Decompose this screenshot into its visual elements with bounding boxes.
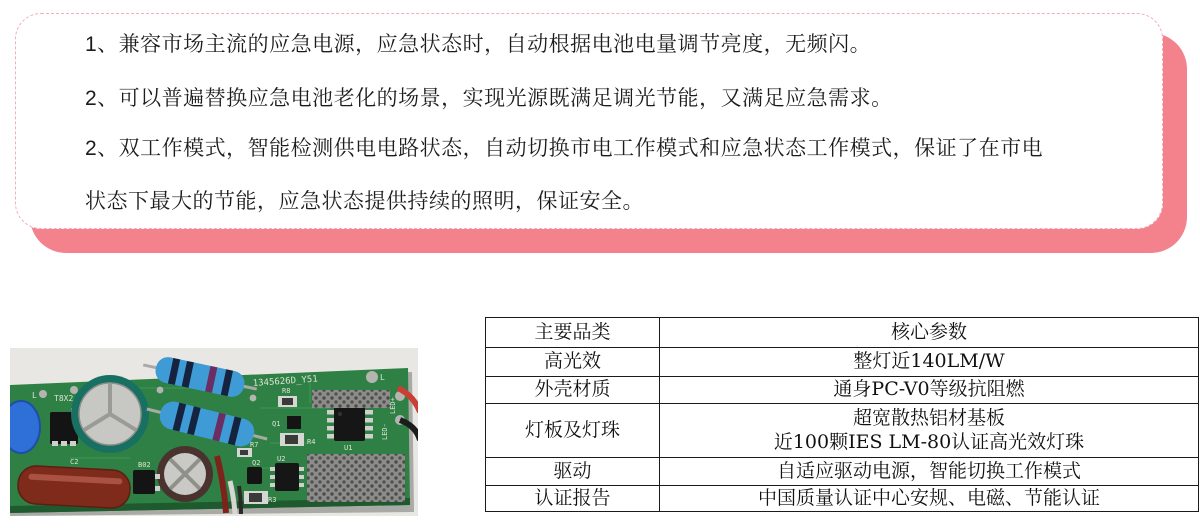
silkscreen-b02: B02	[138, 461, 151, 469]
table-row	[486, 404, 1199, 458]
brown-cylinder-component	[17, 465, 131, 509]
blue-disc-capacitor	[10, 401, 40, 453]
row-value-line-1: 超宽散热铝材基板	[852, 406, 1005, 429]
component-r4	[280, 433, 304, 446]
pcb-photo-svg	[10, 348, 418, 516]
silkscreen-c2: C2	[70, 458, 79, 466]
silkscreen-q2: Q2	[252, 459, 261, 467]
feature-line-4: 状态下最大的节能，应急状态提供持续的照明，保证安全。	[85, 190, 644, 213]
component-r8	[278, 396, 297, 407]
component-r7	[237, 448, 252, 457]
pad-array-bottom	[307, 454, 405, 502]
row-value: 自适应驱动电源，智能切换工作模式	[660, 458, 1199, 486]
silkscreen-q1: Q1	[272, 420, 281, 428]
silkscreen-l-left: L	[32, 391, 37, 400]
spec-table	[485, 317, 1199, 512]
row-label: 认证报告	[486, 486, 660, 512]
silkscreen-led-minus: LED-	[381, 423, 389, 440]
component-u2	[270, 463, 304, 491]
electrolytic-capacitor-large	[71, 375, 149, 453]
silkscreen-u2: U2	[277, 455, 286, 463]
table-row	[486, 486, 1199, 512]
pcb-photo	[10, 348, 418, 516]
silkscreen-t8x2: T8X2	[54, 394, 74, 403]
component-q2	[247, 467, 262, 484]
header-category: 主要品类	[486, 318, 660, 348]
electrolytic-capacitor-small	[157, 446, 213, 502]
table-row	[486, 348, 1199, 377]
feature-line-1: 1、兼容市场主流的应急电源，应急状态时，自动根据电池电量调节亮度，无频闪。	[85, 33, 872, 56]
row-label: 驱动	[486, 458, 660, 486]
row-label: 外壳材质	[486, 377, 660, 404]
row-value-line-2: 近100颗IES LM-80认证高光效灯珠	[773, 430, 1085, 453]
silkscreen-led-plus: LED+	[389, 397, 397, 414]
row-value: 整灯近140LM/W	[660, 348, 1199, 377]
silkscreen-r7: R7	[250, 441, 259, 449]
spec-table-container	[485, 317, 1199, 512]
silkscreen-r3: R3	[268, 496, 277, 504]
feature-card	[15, 13, 1163, 229]
component-q1	[287, 416, 301, 429]
pad-array-top	[312, 390, 390, 408]
silkscreen-r8: R8	[282, 387, 291, 395]
row-label: 灯板及灯珠	[486, 404, 660, 458]
row-value: 中国质量认证中心安规、电磁、节能认证	[660, 486, 1199, 512]
black-wire-bottom	[239, 486, 241, 514]
silkscreen-l-right: L	[380, 373, 385, 382]
silkscreen-r4: R4	[307, 438, 316, 446]
table-row	[486, 458, 1199, 486]
row-label: 高光效	[486, 348, 660, 377]
header-parameter: 核心参数	[660, 318, 1199, 348]
table-row	[486, 377, 1199, 404]
row-value	[660, 404, 1199, 458]
feature-line-3: 2、双工作模式，智能检测供电电路状态，自动切换市电工作模式和应急状态工作模式，保证了在市电	[85, 137, 1044, 160]
table-header-row	[486, 318, 1199, 348]
silkscreen-u1: U1	[344, 444, 353, 452]
component-r3	[244, 491, 268, 504]
row-value: 通身PC-V0等级抗阻燃	[660, 377, 1199, 404]
feature-line-2: 2、可以普遍替换应急电池老化的场景，实现光源既满足调光节能，又满足应急需求。	[85, 87, 893, 110]
silkscreen-board-id: 1345626D_Y51	[252, 374, 319, 389]
